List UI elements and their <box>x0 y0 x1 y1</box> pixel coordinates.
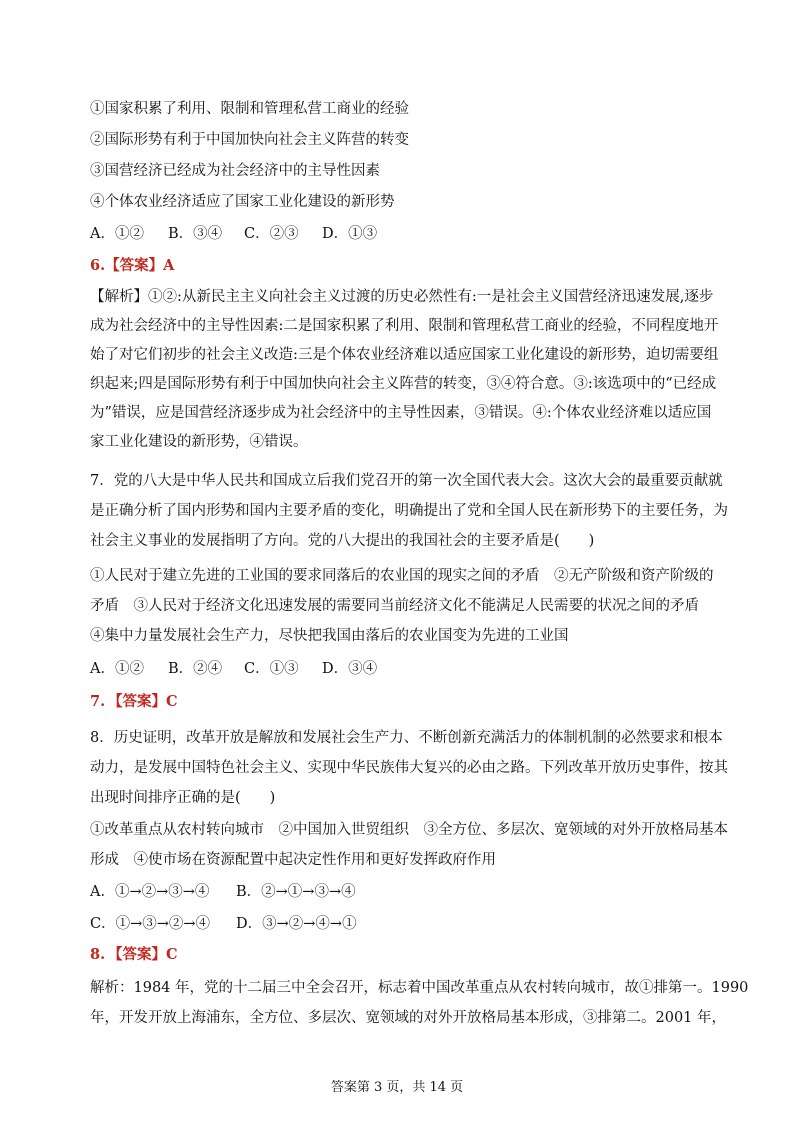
q8-choice-a: A．①→②→③→④ <box>90 884 210 900</box>
q7-choice-c: C．①③ <box>244 661 299 677</box>
q8-answer <box>90 945 178 965</box>
q6-analysis-line: 成为社会经济中的主导性因素:二是国家积累了利用、限制和管理私营工商业的经验，不同程度地开 <box>90 318 719 334</box>
q6-choice-b: B．③④ <box>168 226 223 242</box>
q7-stem-line: 是正确分析了国内形势和国内主要矛盾的变化，明确提出了党和全国人民在新形势下的主要任务，为 <box>90 503 728 519</box>
q8-stem-line: 动力，是发展中国特色社会主义、实现中华民族伟大复兴的必由之路。下列改革开放历史事件，按其 <box>90 760 728 776</box>
q8-analysis-line: 解析：1984 年，党的十二届三中全会召开，标志着中国改革重点从农村转向城市，故①排第一。1990 <box>90 980 749 996</box>
q6-analysis-line: 为”错误，应是国营经济逐步成为社会经济中的主导性因素，③错误。④:个体农业经济难以适应国 <box>90 405 712 421</box>
q8-item-line: 形成 ④使市场在资源配置中起决定性作用和更好发挥政府作用 <box>90 852 496 868</box>
q6-analysis-line: 织起来;四是国际形势有利于中国加快向社会主义阵营的转变，③④符合意。③:该选项中的“已经成 <box>90 376 717 392</box>
q7-item-line: 矛盾 ③人民对于经济文化迅速发展的需要同当前经济文化不能满足人民需要的状况之间的矛盾 <box>90 598 699 614</box>
q6-analysis-line: 家工业化建设的新形势，④错误。 <box>90 434 308 450</box>
q8-choices-row <box>90 914 357 934</box>
q6-answer-number: 6. <box>90 257 106 274</box>
q8-choice-c: C．①→③→②→④ <box>90 916 211 932</box>
q8-stem-line: 8．历史证明，改革开放是解放和发展社会生产力、不断创新充满活力的体制机制的必然要求和根本 <box>90 730 723 746</box>
q8-choice-d: D．③→②→④→① <box>236 916 357 932</box>
q7-stem-line: 社会主义事业的发展指明了方向。党的八大提出的我国社会的主要矛盾是( ) <box>90 533 595 549</box>
q6-choice-c: C．②③ <box>244 226 299 242</box>
q7-choice-a: A．①② <box>90 661 144 677</box>
q8-answer-number: 8. <box>90 946 106 963</box>
q7-choice-d: D．③④ <box>322 661 378 677</box>
q8-item-line: ①改革重点从农村转向城市 ②中国加入世贸组织 ③全方位、多层次、宽领域的对外开放格局基本 <box>90 822 728 838</box>
q8-answer-label: 【答案】C <box>108 946 178 963</box>
q8-stem-line: 出现时间排序正确的是( ) <box>90 790 276 806</box>
page-footer: 答案第 3 页，共 14 页 <box>330 1080 464 1095</box>
q7-item-line: ④集中力量发展社会生产力，尽快把我国由落后的农业国变为先进的工业国 <box>90 628 569 644</box>
q6-choices <box>90 224 377 244</box>
q6-option-3: ③国营经济已经成为社会经济中的主导性因素 <box>90 163 380 179</box>
q6-analysis-line: 【解析】①②:从新民主主义向社会主义过渡的历史必然性有:一是社会主义国营经济迅速发展,逐步 <box>90 289 714 305</box>
q6-answer-label: 【答案】A <box>105 257 175 274</box>
q7-choices <box>90 659 377 679</box>
q6-answer <box>90 256 174 276</box>
q6-choice-a: A．①② <box>90 226 144 242</box>
q7-answer <box>90 692 178 712</box>
q6-option-2: ②国际形势有利于中国加快向社会主义阵营的转变 <box>90 132 409 148</box>
q7-answer-number: 7. <box>90 693 106 710</box>
q6-analysis-line: 始了对它们初步的社会主义改造:三是个体农业经济难以适应国家工业化建设的新形势，迫切需要组 <box>90 347 719 363</box>
q6-choice-d: D．①③ <box>322 226 378 242</box>
q8-analysis-line: 年，开发开放上海浦东，全方位、多层次、宽领域的对外开放格局基本形成，③排第二。2001 年， <box>90 1010 727 1026</box>
q7-item-line: ①人民对于建立先进的工业国的要求同落后的农业国的现实之间的矛盾 ②无产阶级和资产阶级的 <box>90 568 714 584</box>
q6-option-4: ④个体农业经济适应了国家工业化建设的新形势 <box>90 194 395 210</box>
q7-answer-label: 【答案】C <box>108 693 178 710</box>
q7-stem-line: 7．党的八大是中华人民共和国成立后我们党召开的第一次全国代表大会。这次大会的最重要贡献就 <box>90 473 723 489</box>
q6-option-1: ①国家积累了利用、限制和管理私营工商业的经验 <box>90 101 409 117</box>
q7-choice-b: B．②④ <box>168 661 223 677</box>
q8-choice-b: B．②→①→③→④ <box>236 884 356 900</box>
q8-choices-row <box>90 882 356 902</box>
